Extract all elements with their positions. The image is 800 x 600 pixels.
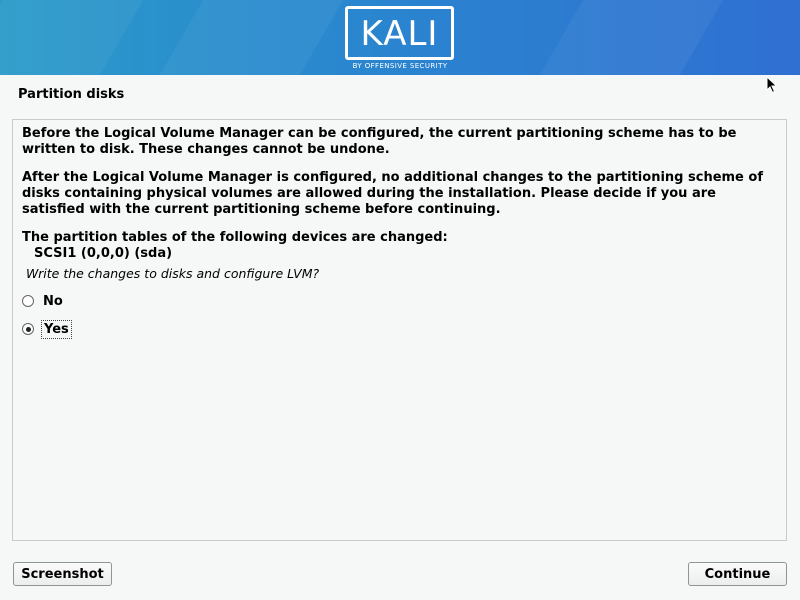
info-paragraph-2: After the Logical Volume Manager is configured, no additional changes to the partitioning scheme of disks containing physical volumes are allowed during the installation. Please decide if you are satisfied with the current partitioning scheme before continuing. xyxy=(22,170,763,217)
info-paragraph-1: Before the Logical Volume Manager can be configured, the current partitioning scheme has to be written to disk. These changes cannot be undone. xyxy=(22,126,737,157)
header-banner xyxy=(0,0,800,75)
banner-stripe xyxy=(0,0,166,75)
page-title: Partition disks xyxy=(18,87,125,102)
content-panel xyxy=(12,119,787,541)
option-label-yes: Yes xyxy=(41,320,72,339)
logo-wordmark: KALI xyxy=(360,14,439,54)
option-yes[interactable] xyxy=(22,319,72,339)
kali-logo xyxy=(345,6,454,60)
banner-stripe xyxy=(514,0,746,75)
continue-button[interactable]: Continue xyxy=(688,562,787,586)
info-paragraph-3: The partition tables of the following devices are changed: xyxy=(22,230,448,245)
mouse-pointer-icon xyxy=(766,76,778,94)
logo-subtitle: BY OFFENSIVE SECURITY xyxy=(352,62,448,70)
option-no[interactable] xyxy=(22,291,65,311)
device-name: SCSI1 (0,0,0) (sda) xyxy=(34,246,173,261)
question-text: Write the changes to disks and configure LVM? xyxy=(26,266,320,281)
screenshot-button[interactable]: Screenshot xyxy=(13,562,112,586)
radio-button-no[interactable] xyxy=(22,295,34,307)
radio-button-yes[interactable] xyxy=(22,323,34,335)
option-label-no: No xyxy=(43,293,63,309)
